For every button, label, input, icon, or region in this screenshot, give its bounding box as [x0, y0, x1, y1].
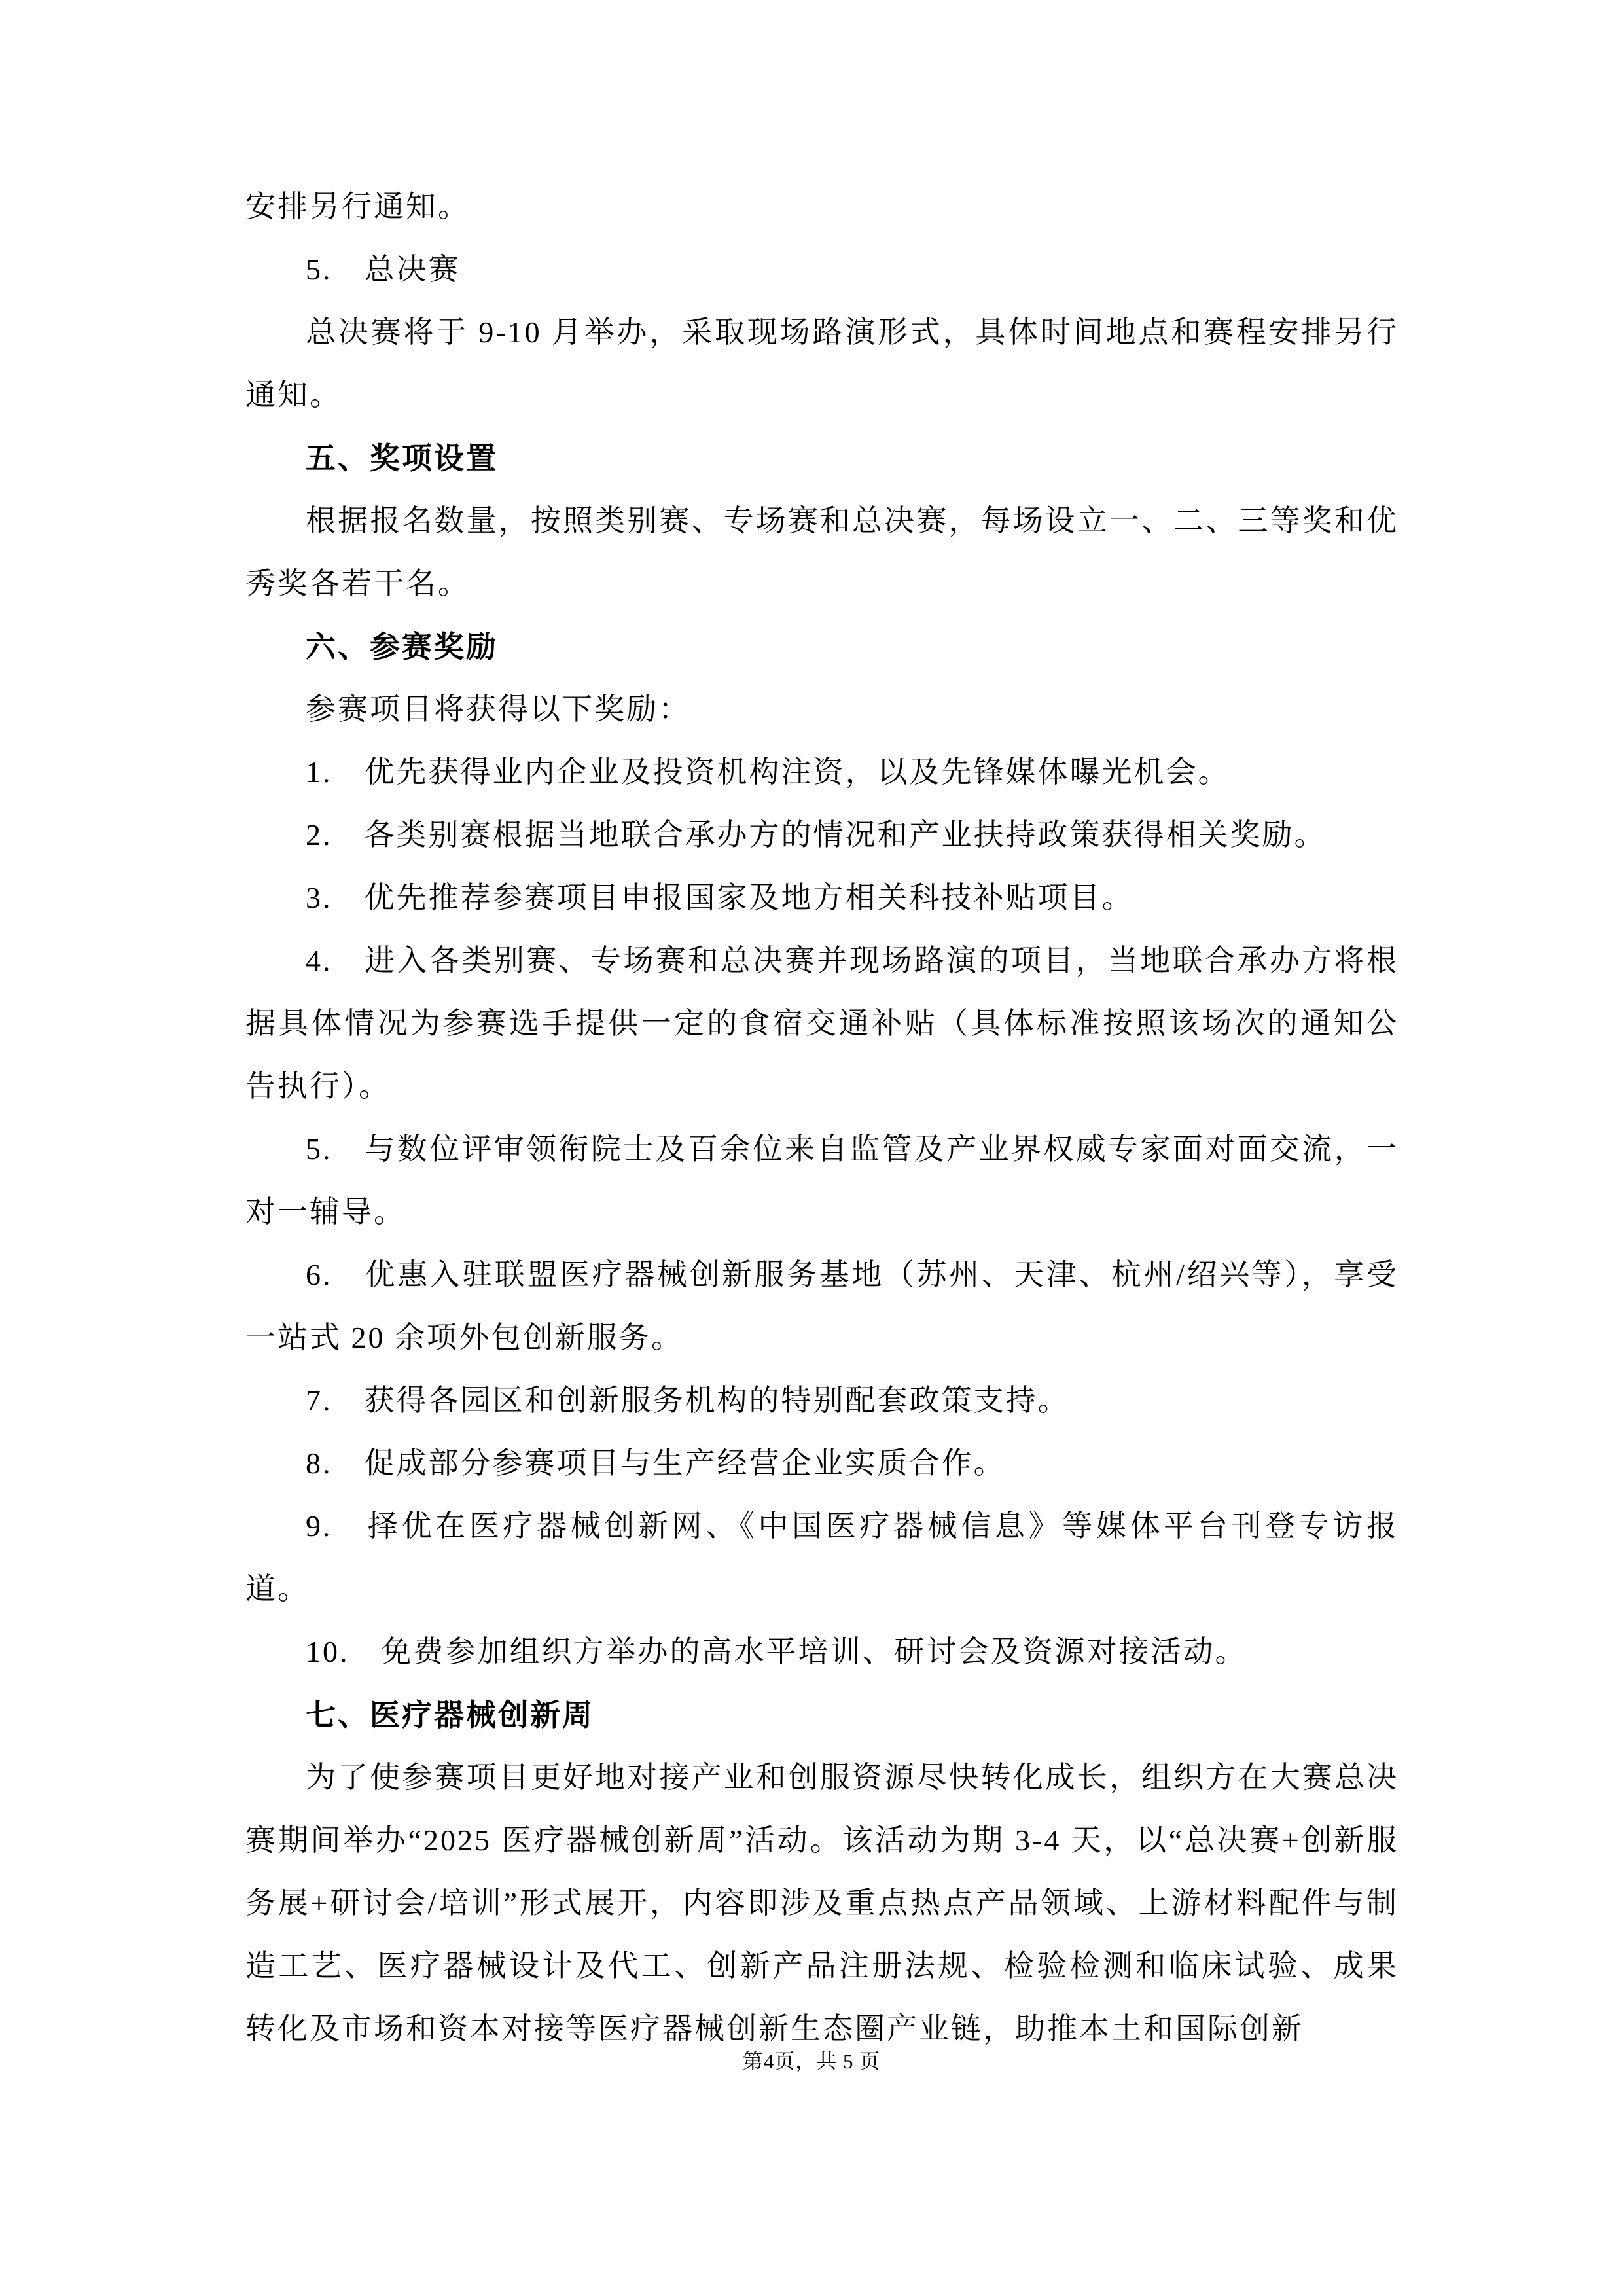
list-item: 2. 各类别赛根据当地联合承办方的情况和产业扶持政策获得相关奖励。 [306, 818, 1327, 852]
list-item: 9. 择优在医疗器械创新网、《中国医疗器械信息》等媒体平台刊登专访报道。 [245, 1509, 1399, 1605]
list-item: 4. 进入各类别赛、专场赛和总决赛并现场路演的项目，当地联合承办方将根据具体情况为参赛选手提供一定的食宿交通补贴（具体标准按照该场次的通知公告执行）。 [245, 944, 1399, 1103]
section-heading: 五、奖项设置 [306, 441, 498, 475]
document-body [245, 175, 1399, 2060]
list-item: 8. 促成部分参赛项目与生产经营企业实质合作。 [306, 1446, 1006, 1480]
list-item: 7. 获得各园区和创新服务机构的特别配套政策支持。 [306, 1384, 1070, 1417]
paragraph: 为了使参赛项目更好地对接产业和创服资源尽快转化成长，组织方在大赛总决赛期间举办“2025 医疗器械创新周”活动。该活动为期 3-4 天，以“总决赛+创新服务展+研讨会/培训”形式展开，内容即涉及重点热点产品领域、上游材料配件与制造工艺、医疗器械设计及代工、创新产品注册法规、检验检测和临床试验、成果转化及市场和资本对接等医疗器械创新生态圈产业链，助推本土和国际创新 [245, 1761, 1399, 2045]
paragraph: 总决赛将于 9-10 月举办，采取现场路演形式，具体时间地点和赛程安排另行通知。 [245, 315, 1399, 412]
list-item: 10. 免费参加组织方举办的高水平培训、研讨会及资源对接活动。 [306, 1635, 1247, 1668]
paragraph: 参赛项目将获得以下奖励： [306, 692, 690, 726]
list-item: 1. 优先获得业内企业及投资机构注资，以及先锋媒体曝光机会。 [306, 755, 1230, 789]
list-item: 5. 总决赛 [306, 253, 461, 286]
paragraph: 根据报名数量，按照类别赛、专场赛和总决赛，每场设立一、二、三等奖和优秀奖各若干名。 [245, 504, 1399, 600]
paragraph-continuation: 安排另行通知。 [245, 190, 470, 223]
section-heading: 七、医疗器械创新周 [306, 1698, 594, 1732]
list-item: 5. 与数位评审领衔院士及百余位来自监管及产业界权威专家面对面交流，一对一辅导。 [245, 1132, 1399, 1229]
list-item: 3. 优先推荐参赛项目申报国家及地方相关科技补贴项目。 [306, 881, 1134, 914]
section-heading: 六、参赛奖励 [306, 630, 498, 664]
list-item: 6. 优惠入驻联盟医疗器械创新服务基地（苏州、天津、杭州/绍兴等），享受一站式 20 余项外包创新服务。 [245, 1258, 1399, 1354]
page-number-footer: 第4页，共 5 页 [742, 2050, 881, 2073]
